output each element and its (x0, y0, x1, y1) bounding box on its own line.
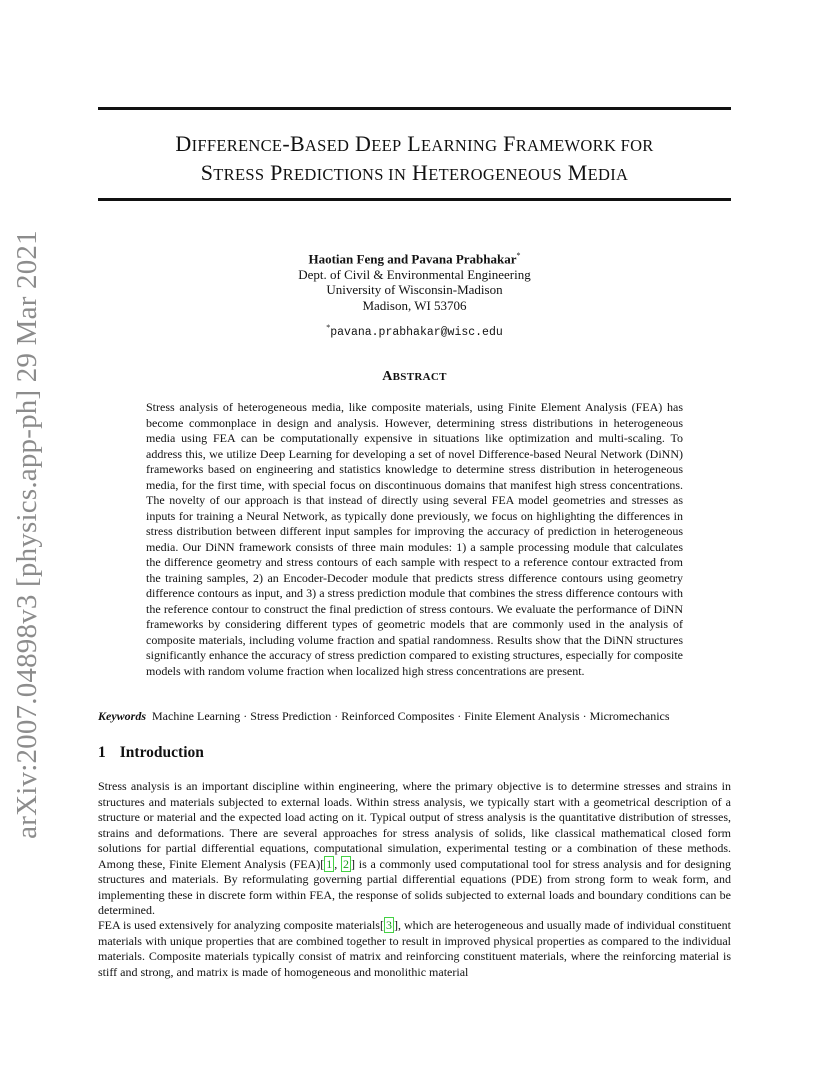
section-number: 1 (98, 744, 106, 761)
keywords-label: Keywords (98, 709, 146, 723)
author-university: University of Wisconsin-Madison (326, 282, 503, 298)
title-rule-bottom (98, 198, 731, 201)
title-line-1: DIFFERENCE-BASED DEEP LEARNING FRAMEWORK FOR (175, 131, 654, 156)
intro-paragraph-1: Stress analysis is an important discipline within engineering, where the primary objective is to determine stresses and strains in structures and materials subjected to external loads. Within stress analysis, we typically start with a geometrical description of a structure or material and the expected load acting on it. Typical output of stress analysis is the quantitative distribution of stresses, strains and deformations. There are several approaches for stress analysis of solids, like classical mathematical closed form solutions for partial differential equations, computational simulation, experimental testing or a combination of these methods. Among these, Finite Element Analysis (FEA)[ 1 , 2 ] is a commonly used computational tool for stress analysis and for designing structures and materials. By reformulating governing partial differential equations (PDE) from strong form to weak form, and implementing these in discrete form within FEA, the response of solids subjected to external loads and boundary conditions can be determined. (98, 779, 732, 917)
author-email[interactable]: pavana.prabhakar@wisc.edu (330, 326, 503, 340)
paper-title (98, 130, 731, 188)
section-heading-introduction (98, 744, 204, 762)
abstract-text: Stress analysis of heterogeneous media, like composite materials, using Finite Element Analysis (FEA) has become commonplace in design and analysis. However, determining stress distributions in heterogeneous media using FEA can be computationally expensive in situations like optimization and multi-scaling. To address this, we utilize Deep Learning for developing a set of novel Difference-based Neural Network (DiNN) frameworks based on engineering and statistics knowledge to determine stress distribution in heterogeneous media, for the first time, with special focus on discontinuous domains that manifest high stress concentrations. The novelty of our approach is that instead of directly using several FEA model geometries and stresses as inputs for training a Neural Network, as typically done previously, we focus on highlighting the differences in stress distribution between different input samples for improving the accuracy of prediction in heterogeneous media. Our DiNN framework consists of three main modules: 1) a sample processing module that calculates the difference geometry and stress contours of each sample with respect to a reference contour extracted from the training samples, 2) an Encoder-Decoder module that predicts stress difference contours using geometry difference contours as input, and 3) a stress prediction module that combines the stress difference contours with the reference contour to construct the final prediction of stress contours. We evaluate the performance of DiNN frameworks by considering different types of geometric models that are commonly used in the analysis of composite materials, including volume fraction and spatial randomness. Results show that the DiNN structures significantly enhance the accuracy of stress prediction compared to existing structures, especially for composite models with random volume fraction when localized high stress concentrations are present. (146, 400, 683, 678)
abstract-heading: ABSTRACT (382, 369, 447, 384)
keywords-list: Machine Learning · Stress Prediction · Reinforced Composites · Finite Element Analysis · Micromechanics (152, 709, 670, 723)
section-title: Introduction (119, 744, 204, 761)
citation-link-1[interactable]: 1 (326, 856, 333, 871)
intro-paragraph-2: FEA is used extensively for analyzing composite materials[ 3 ], which are heterogeneous and usually made of individual constituent materials with unique properties that are combined together to result in improved physical properties as compared to the individual materials. Composite materials typically consist of matrix and reinforcing constituent materials, where the reinforcing material is stiff and strong, and matrix is made of homogeneous and monolithic material (98, 918, 731, 979)
arxiv-identifier: arXiv:2007.04898v3 [physics.app-ph] 29 Mar 2021 (10, 230, 43, 839)
citation-link-2[interactable]: 2 (343, 856, 350, 871)
arxiv-sidebar (4, 230, 50, 839)
author-department: Dept. of Civil & Environmental Engineering (298, 266, 531, 282)
author-block (98, 248, 731, 341)
email-marker: * (326, 323, 331, 333)
author-address: Madison, WI 53706 (362, 297, 467, 313)
title-line-2: STRESS PREDICTIONS IN HETEROGENEOUS MEDIA (200, 160, 629, 185)
author-names: Haotian Feng and Pavana Prabhakar (308, 251, 517, 267)
author-footnote-marker: * (516, 251, 521, 260)
keywords-line (98, 709, 738, 724)
title-rule-top (98, 107, 731, 110)
citation-link-3[interactable]: 3 (385, 918, 392, 932)
